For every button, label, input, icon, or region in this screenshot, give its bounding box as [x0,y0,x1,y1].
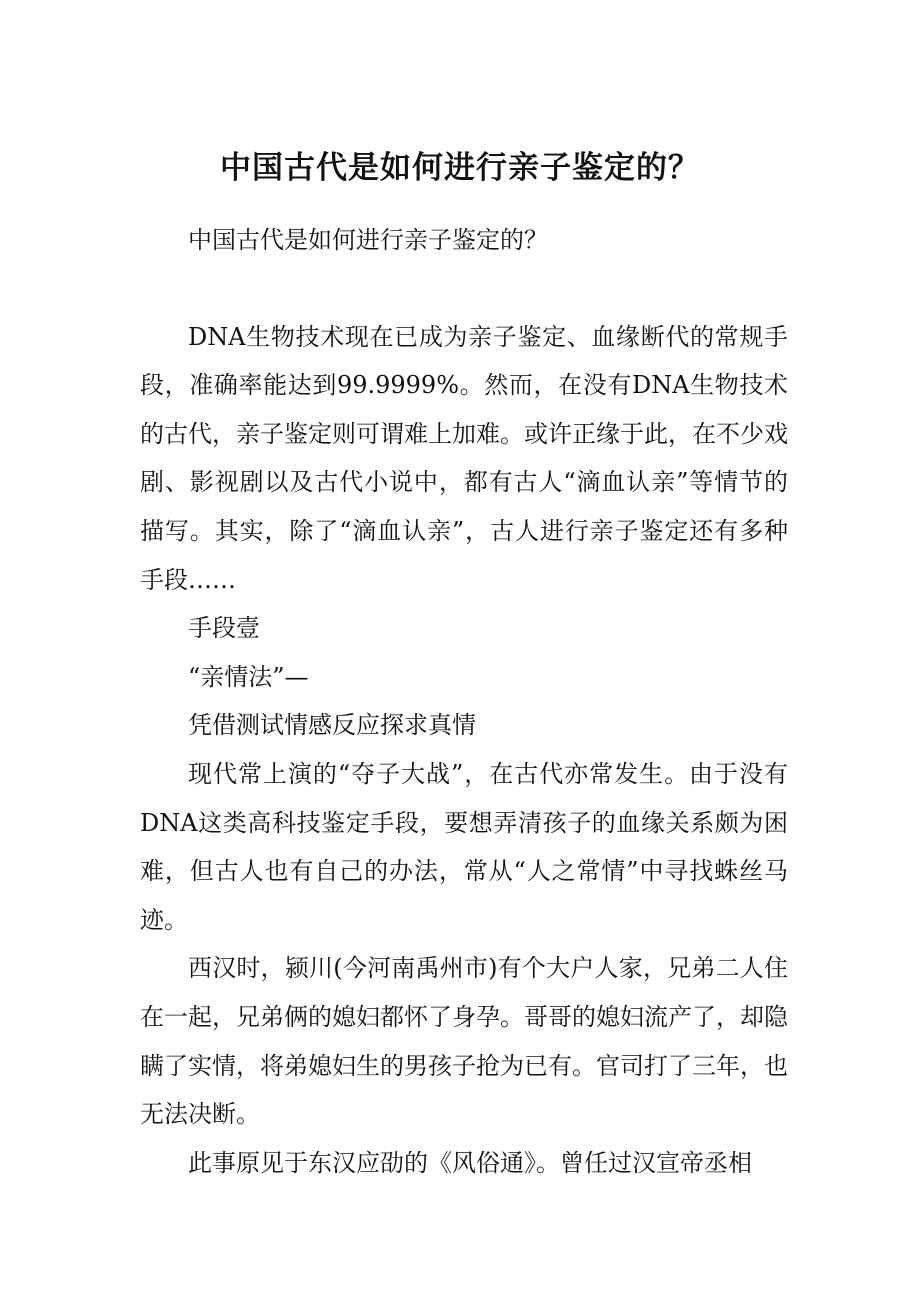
document-body [140,216,788,1187]
section-tagline: 凭借测试情感反应探求真情 [188,711,476,740]
body-paragraph: 此事原见于东汉应劭的《风俗通》。曾任过汉宣帝丞相 [188,1148,752,1177]
subtitle-paragraph: 中国古代是如何进行亲子鉴定的？ [188,226,548,254]
body-paragraph: 西汉时，颍川(今河南禹州市)有个大户人家，兄弟二人住在一起，兄弟俩的媳妇都怀了身孕。哥哥的媳妇流产了，却隐瞒了实情，将弟媳妇生的男孩子抢为已有。官司打了三年，也无法决断。 [140,954,788,1129]
section-heading: 手段壹 [188,614,260,643]
page-title: 中国古代是如何进行亲子鉴定的？ [220,150,700,186]
intro-paragraph: DNA生物技术现在已成为亲子鉴定、血缘断代的常规手段，准确率能达到99.9999%。然而，在没有DNA生物技术的古代，亲子鉴定则可谓难上加难。或许正缘于此，在不少戏剧、影视剧以及古代小说中，都有古人“滴血认亲”等情节的描写。其实，除了“滴血认亲”，古人进行亲子鉴定还有多种手段…… [140,322,788,594]
body-paragraph: 现代常上演的“夺子大战”，在古代亦常发生。由于没有DNA这类高科技鉴定手段，要想弄清孩子的血缘关系颇为困难，但古人也有自己的办法，常从“人之常情”中寻找蛛丝马迹。 [140,759,788,934]
section-subheading: “亲情法”— [188,662,309,691]
